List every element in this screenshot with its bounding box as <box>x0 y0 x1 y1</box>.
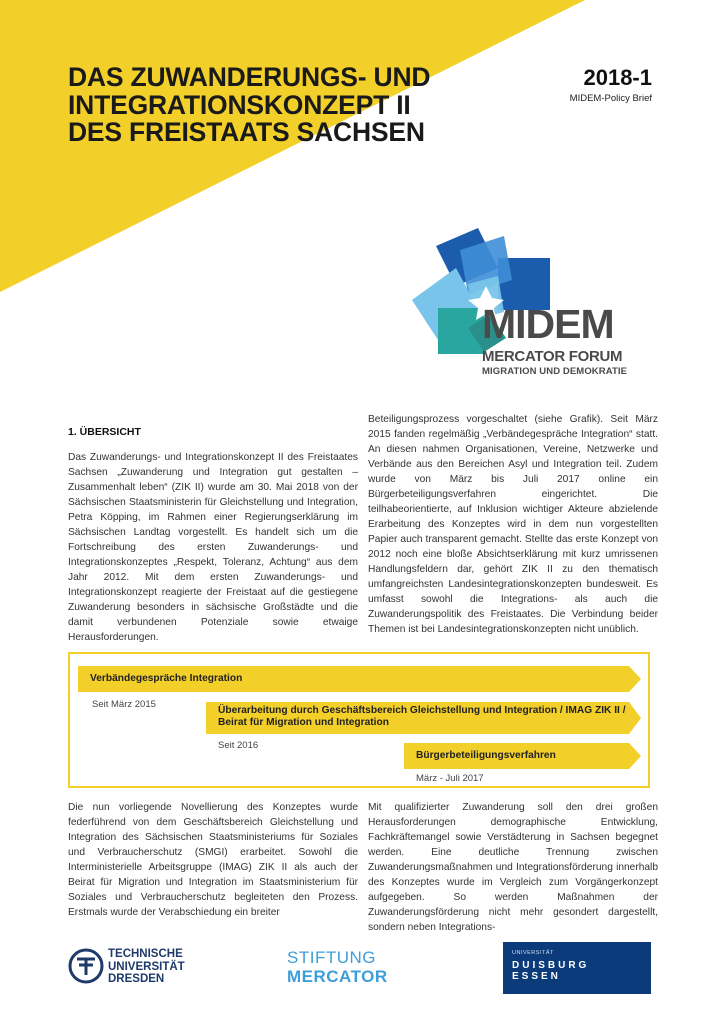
tu-dresden-seal-icon <box>68 948 104 984</box>
title-line-3: DES FREISTAATS SACHSEN <box>68 117 425 147</box>
paragraph-right-bottom: Mit qualifizierter Zuwanderung soll den drei großen Herausforderungen demographische Entwicklung, Fachkräftemangel sowie Verstädterung in Sachsen begegnet werden. Eine deutliche Trennung zwischen Zuwanderungsmaßnahmen und Integrationsförderung innerhalb des Konzeptes wurde im Vergleich zum Vorgängerkonzept aufgegeben. So werden Maßnahmen der Zuwanderungsförderung nicht mehr gesondert dargestellt, sondern neben Integrations- <box>368 802 658 933</box>
midem-logo-name: MIDEM <box>482 301 614 347</box>
timeline-date-2: Seit 2016 <box>218 740 259 751</box>
paragraph-left-top: Das Zuwanderungs- und Integrationskonzept II des Freistaates Sachsen „Zuwanderung und Integration gut gestalten – Zusammenhalt leben“ (ZIK II) wurde am 30. Mai 2018 von der Sächsischen Staatsministerin für Gleichstellung und Integration, Petra Köpping, im Rahmen einer Regierungserklärung im Sächsischen Landtag vorgestellt. Es handelt sich um die Fortschreibung des ersten Zuwanderungs- und Integrationskonzeptes „Respekt, Toleranz, Achtung“ aus dem Jahr 2012. Mit dem ersten Zuwanderungs- und Integrationskonzept reagierte der Freistaat auf die gestiegene Zuwanderung besonders in sächsische Großstädte und die damit verbundenen Potenziale sowie etwaige Herausforderungen. <box>68 452 358 643</box>
timeline-date-1: Seit März 2015 <box>92 699 156 710</box>
tu-dresden-logo <box>108 948 185 986</box>
midem-logo-line2: MIGRATION UND DEMOKRATIE <box>482 366 628 377</box>
timeline-label-1: Verbändegespräche Integration <box>90 673 243 684</box>
timeline-label-2: Überarbeitung durch Geschäftsbereich Gleichstellung und Integration / IMAG ZIK II / Beirat für Migration und Integration <box>218 705 626 728</box>
stiftung-line-2: MERCATOR <box>287 967 388 986</box>
midem-logo-line1: MERCATOR FORUM <box>482 348 623 365</box>
paragraph-right-top: Beteiligungsprozess vorgeschaltet (siehe Grafik). Seit März 2015 fanden regelmäßig „Verbändegespräche Integration“ statt. An diesen nahmen Organisationen, Vereine, Netzwerke und Verbände aus den Bereichen Asyl und Integration teil. Zudem wurde von März bis Juli 2017 online ein Bürgerbeteiligungsverfahren eingerichtet. Die teilhabeorientierte, auf Inklusion wichtiger Akteure abzielende Erarbeitung des Konzeptes wird in dem nun vorgestellten Papier auch transparent gemacht. Stellte das erste Konzept von 2012 noch eine bloße Absichtserklärung mit kurz umrissenen Handlungsfeldern dar, gehört ZIK II zu den thematisch umfangreichsten Landesintegrationskonzepten bundesweit. Es umfasst sowohl die Integrations- als auch die Zuwanderungspolitik des Freistaates. Die Verbindung beider Themen ist bei Landesintegrationskonzepten nicht unüblich. <box>368 414 658 635</box>
tu-line-1: TECHNISCHE <box>108 948 183 960</box>
tu-line-2: UNIVERSITÄT <box>108 960 185 973</box>
issue-type: MIDEM-Policy Brief <box>569 93 652 104</box>
timeline-date-3: März - Juli 2017 <box>416 773 484 784</box>
document-title <box>68 64 518 147</box>
title-line-2: INTEGRATIONSKONZEPT II <box>68 89 411 120</box>
issue-info <box>570 66 652 104</box>
stiftung-line-1: STIFTUNG <box>287 948 376 967</box>
ude-line-1: DUISBURG <box>512 960 590 971</box>
issue-number: 2018-1 <box>583 65 652 90</box>
section-heading: 1. ÜBERSICHT <box>68 426 141 438</box>
stiftung-mercator-logo <box>287 948 388 986</box>
timeline-label-3: Bürgerbeteiligungsverfahren <box>416 750 556 761</box>
tu-line-3: DRESDEN <box>108 973 165 985</box>
ude-small-text: UNIVERSITÄT <box>512 950 554 956</box>
ude-name <box>512 960 589 982</box>
paragraph-left-bottom: Die nun vorliegende Novellierung des Konzeptes wurde federführend von dem Geschäftsbereich Gleichstellung und Integration des Sächsischen Staatsministeriums für Soziales und Verbraucherschutz (SMGI) erarbeitet. Sowohl die Interministerielle Arbeitsgruppe (IMAG) ZIK II als auch der Beirat für Migration und Integration im Staatsministerium für Soziales und Verbraucherschutz begleiteten den Prozess. Erstmals wurde der Verabschiedung ein breiter <box>68 802 358 918</box>
ude-line-2: ESSEN <box>512 971 561 982</box>
title-line-1: DAS ZUWANDERUNGS- UND <box>68 62 431 92</box>
